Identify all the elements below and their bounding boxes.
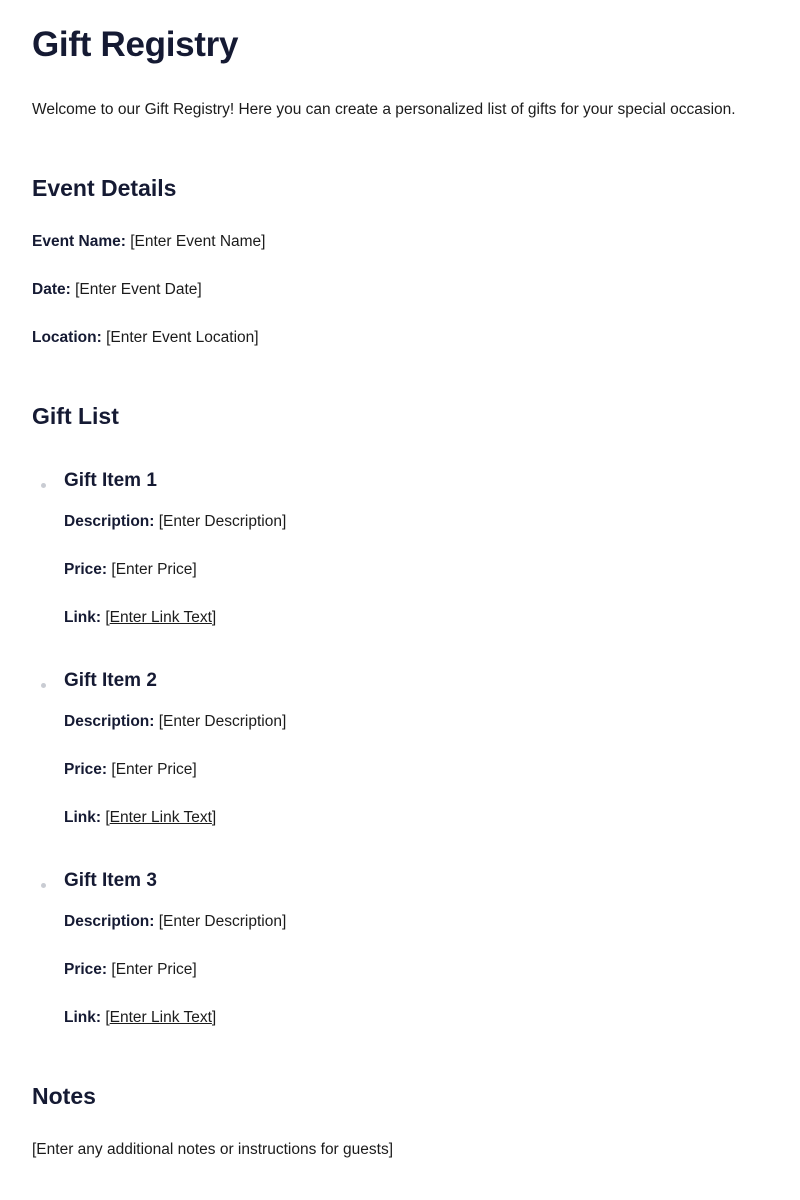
event-date-value: [Enter Event Date]: [75, 281, 202, 298]
notes-heading: Notes: [32, 1083, 96, 1109]
gift-price-field: [64, 560, 197, 580]
gift-description-field: [64, 712, 286, 732]
gift-price-field: [64, 960, 197, 980]
gift-link[interactable]: Enter Link Text: [109, 809, 212, 826]
gift-item-title: Gift Item 1: [64, 470, 157, 491]
gift-link-label: Link:: [64, 609, 102, 626]
gift-description-field: [64, 512, 286, 532]
gift-description-field: [64, 912, 286, 932]
gift-item-title: Gift Item 2: [64, 670, 157, 691]
gift-description-value: [Enter Description]: [158, 713, 287, 730]
gift-link-label: Link:: [64, 809, 102, 826]
gift-list-heading: Gift List: [32, 403, 119, 429]
gift-item: [32, 669, 732, 849]
event-name-label: Event Name:: [32, 233, 126, 250]
gift-description-value: [Enter Description]: [158, 513, 287, 530]
gift-link[interactable]: Enter Link Text: [109, 1009, 212, 1026]
gift-price-label: Price:: [64, 561, 108, 578]
gift-link-open-bracket: [: [105, 609, 110, 626]
gift-link-label: Link:: [64, 1009, 102, 1026]
event-location-field: [32, 328, 259, 348]
event-date-label: Date:: [32, 281, 71, 298]
gift-link-field: [64, 1008, 216, 1028]
event-location-value: [Enter Event Location]: [106, 329, 259, 346]
gift-price-value: [Enter Price]: [111, 961, 197, 978]
gift-description-label: Description:: [64, 913, 155, 930]
gift-price-value: [Enter Price]: [111, 561, 197, 578]
gift-price-label: Price:: [64, 961, 108, 978]
bullet-icon: [41, 883, 46, 888]
event-name-field: [32, 232, 265, 252]
gift-link-field: [64, 808, 216, 828]
gift-item: [32, 869, 732, 1049]
event-date-field: [32, 280, 202, 300]
page-title: Gift Registry: [32, 25, 239, 64]
gift-description-label: Description:: [64, 513, 155, 530]
gift-link-close-bracket: ]: [211, 1009, 217, 1026]
notes-text: [Enter any additional notes or instructions for guests]: [32, 1141, 394, 1158]
gift-price-label: Price:: [64, 761, 108, 778]
gift-link-open-bracket: [: [105, 809, 110, 826]
event-name-value: [Enter Event Name]: [130, 233, 266, 250]
gift-description-value: [Enter Description]: [158, 913, 287, 930]
gift-link-field: [64, 608, 216, 628]
gift-item: [32, 469, 732, 649]
gift-item-title: Gift Item 3: [64, 870, 157, 891]
bullet-icon: [41, 483, 46, 488]
gift-link-close-bracket: ]: [211, 609, 217, 626]
gift-price-value: [Enter Price]: [111, 761, 197, 778]
gift-link-open-bracket: [: [105, 1009, 110, 1026]
bullet-icon: [41, 683, 46, 688]
gift-description-label: Description:: [64, 713, 155, 730]
gift-price-field: [64, 760, 197, 780]
intro-text: Welcome to our Gift Registry! Here you can create a personalized list of gifts for your special occasion.: [32, 101, 736, 118]
event-location-label: Location:: [32, 329, 102, 346]
gift-link-close-bracket: ]: [211, 809, 217, 826]
gift-link[interactable]: Enter Link Text: [109, 609, 212, 626]
event-details-heading: Event Details: [32, 175, 177, 201]
